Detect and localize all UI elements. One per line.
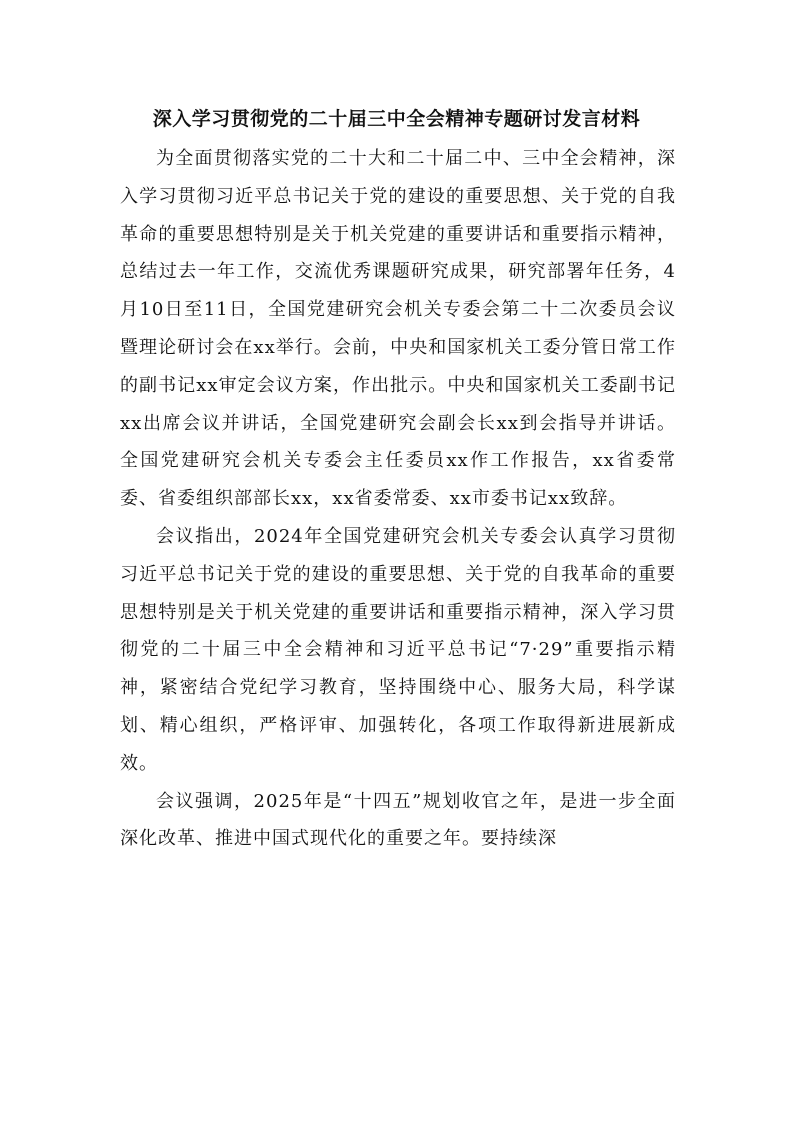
paragraph-2: 会议指出，2024年全国党建研究会机关专委会认真学习贯彻习近平总书记关于党的建设的重要思想、关于党的自我革命的重要思想特别是关于机关党建的重要讲话和重要指示精神，深入学习贯彻党的二十届三中全会精神和习近平总书记“7·29”重要指示精神，紧密结合党纪学习教育，坚持围绕中心、服务大局，科学谋划、精心组织，严格评审、加强转化，各项工作取得新进展新成效。 bbox=[120, 525, 676, 774]
paragraph-1: 为全面贯彻落实党的二十大和二十届二中、三中全会精神，深入学习贯彻习近平总书记关于党的建设的重要思想、关于党的自我革命的重要思想特别是关于机关党建的重要讲话和重要指示精神，总结过去一年工作，交流优秀课题研究成果，研究部署年任务，4月10日至11日，全国党建研究会机关专委会第二十二次委员会议暨理论研讨会在xx举行。会前，中央和国家机关工委分管日常工作的副书记xx审定会议方案，作出批示。中央和国家机关工委副书记xx出席会议并讲话，全国党建研究会副会长xx到会指导并讲话。全国党建研究会机关专委会主任委员xx作工作报告，xx省委常委、省委组织部部长xx，xx省委常委、xx市委书记xx致辞。 bbox=[120, 148, 676, 510]
document-title: 深入学习贯彻党的二十届三中全会精神专题研讨发言材料 bbox=[152, 108, 641, 130]
document-body bbox=[120, 140, 676, 858]
paragraph-3: 会议强调，2025年是“十四五”规划收官之年，是进一步全面深化改革、推进中国式现代化的重要之年。要持续深 bbox=[120, 790, 676, 850]
